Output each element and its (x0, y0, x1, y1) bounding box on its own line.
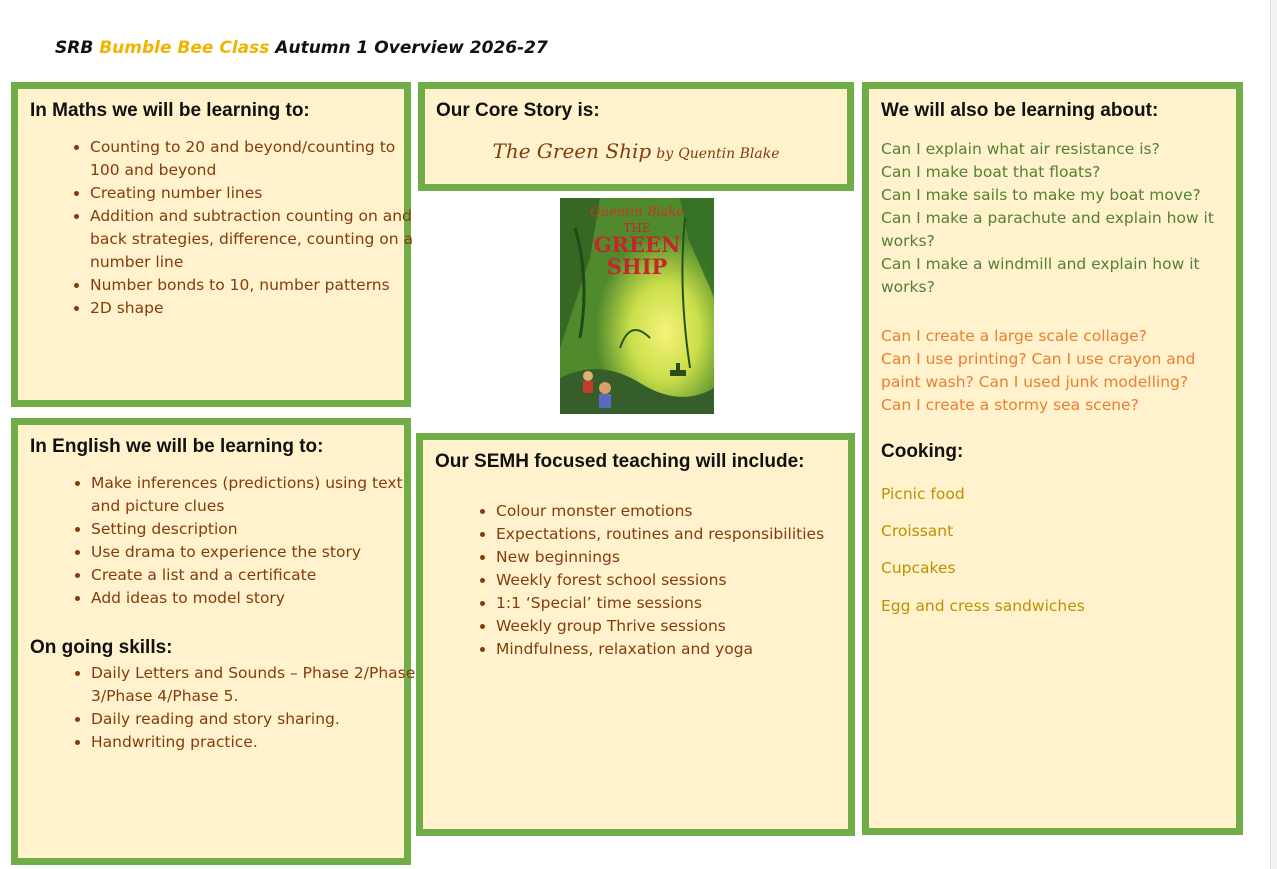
english-heading: In English we will be learning to: (30, 436, 324, 457)
cover-title-ship: SHIP (606, 254, 668, 279)
list-item: • Use drama to experience the story (91, 541, 431, 564)
story-title-line (425, 139, 847, 163)
art-questions (881, 325, 1221, 417)
list-item: • Weekly forest school sessions (496, 569, 886, 592)
story-by: by (656, 146, 674, 162)
story-title: The Green Ship (492, 139, 652, 163)
cover-author-text: Quentin Blake (589, 205, 685, 220)
cooking-heading: Cooking: (881, 441, 964, 462)
semh-list (448, 500, 886, 661)
art-question: Can I create a large scale collage? (881, 327, 1147, 345)
list-item: • Counting to 20 and beyond/counting to 100 and beyond (90, 136, 425, 182)
story-author: Quentin Blake (678, 146, 780, 162)
cooking-item: Cupcakes (881, 559, 956, 577)
cover-title-green: GREEN (593, 232, 681, 257)
cover-title-the: THE (623, 221, 651, 235)
core-story-box (418, 82, 854, 191)
maths-heading: In Maths we will be learning to: (30, 100, 310, 121)
also-learning-heading: We will also be learning about: (881, 100, 1159, 121)
page-title: SRB Bumble Bee Class Autumn 1 Overview 2026-27 (55, 38, 548, 58)
list-item: • Weekly group Thrive sessions (496, 615, 886, 638)
art-question: Can I use printing? Can I use crayon and paint wash? Can I used junk modelling? (881, 350, 1196, 391)
list-item: • Expectations, routines and responsibilities (496, 523, 886, 546)
science-question: Can I make a windmill and explain how it works? (881, 255, 1200, 296)
semh-heading: Our SEMH focused teaching will include: (435, 451, 805, 472)
list-item: • 1:1 ‘Special’ time sessions (496, 592, 886, 615)
list-item: • Handwriting practice. (91, 731, 431, 754)
list-item: • Colour monster emotions (496, 500, 886, 523)
list-item: • Make inferences (predictions) using text and picture clues (91, 472, 431, 518)
semh-box (416, 433, 855, 836)
vertical-scrollbar[interactable] (1270, 0, 1277, 869)
science-questions (881, 138, 1221, 299)
list-item: • New beginnings (496, 546, 886, 569)
class-name: Bumble Bee Class (99, 38, 270, 58)
list-item: • Add ideas to model story (91, 587, 431, 610)
science-question: Can I make sails to make my boat move? (881, 186, 1201, 204)
list-item: • Create a list and a certificate (91, 564, 431, 587)
also-learning-box (862, 82, 1243, 835)
science-question: Can I explain what air resistance is? (881, 140, 1160, 158)
english-box (11, 418, 416, 865)
maths-list (43, 136, 425, 320)
list-item: • Number bonds to 10, number patterns (90, 274, 425, 297)
list-item: • Setting description (91, 518, 431, 541)
maths-box (11, 82, 414, 407)
list-item: • Daily Letters and Sounds – Phase 2/Phase 3/Phase 4/Phase 5. (91, 662, 431, 708)
cooking-item: Croissant (881, 522, 954, 540)
cooking-item: Picnic food (881, 485, 965, 503)
science-question: Can I make boat that floats? (881, 163, 1101, 181)
ongoing-skills-heading: On going skills: (30, 637, 173, 658)
book-cover-image (560, 198, 714, 414)
art-question: Can I create a stormy sea scene? (881, 396, 1139, 414)
science-question: Can I make a parachute and explain how it works? (881, 209, 1214, 250)
list-item: • Mindfulness, relaxation and yoga (496, 638, 886, 661)
cooking-item: Egg and cress sandwiches (881, 597, 1085, 615)
english-list (43, 472, 431, 610)
list-item: • Daily reading and story sharing. (91, 708, 431, 731)
list-item: • Addition and subtraction counting on and back strategies, difference, counting on a number line (90, 205, 425, 274)
ongoing-skills-list (43, 662, 431, 754)
list-item: • Creating number lines (90, 182, 425, 205)
list-item: • 2D shape (90, 297, 425, 320)
core-story-heading: Our Core Story is: (436, 100, 600, 121)
